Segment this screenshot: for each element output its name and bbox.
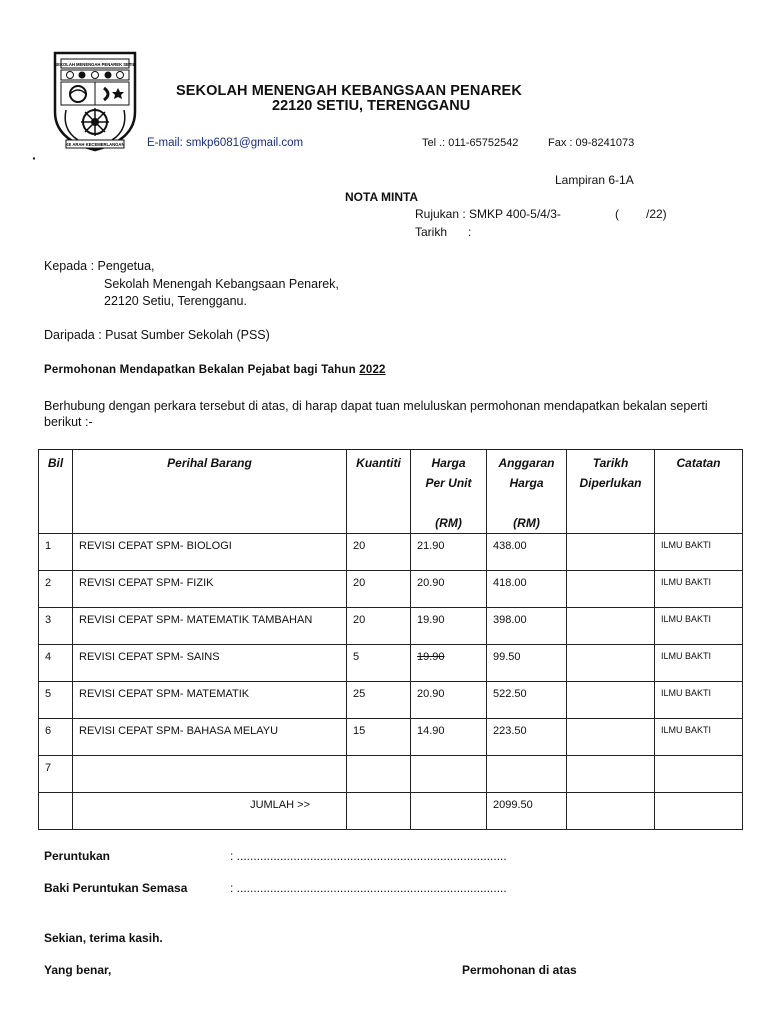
cell-blank (39, 793, 73, 830)
cell-tarikh (567, 571, 655, 608)
cell-perihal: REVISI CEPAT SPM- BAHASA MELAYU (73, 719, 347, 756)
memo-title: NOTA MINTA (345, 190, 419, 204)
school-crest-logo (52, 50, 138, 152)
subject-year: 2022 (359, 364, 386, 376)
cell-anggaran: 223.50 (487, 719, 567, 756)
cell-harga: 14.90 (411, 719, 487, 756)
header-anggaran: Anggaran Harga (RM) (487, 450, 567, 534)
daripada-line: Daripada : Pusat Sumber Sekolah (PSS) (44, 328, 270, 342)
table-row (39, 571, 743, 608)
cell-blank (411, 793, 487, 830)
table-total-row (39, 793, 743, 830)
peruntukan-dots: : ................................................................................. (230, 849, 507, 863)
cell-perihal: REVISI CEPAT SPM- SAINS (73, 645, 347, 682)
cell-bil: 7 (39, 756, 73, 793)
kepada-line-3: 22120 Setiu, Terengganu. (104, 294, 247, 308)
jumlah-label: JUMLAH >> (73, 793, 347, 830)
cell-harga (411, 645, 487, 682)
cell-perihal: REVISI CEPAT SPM- MATEMATIK TAMBAHAN (73, 608, 347, 645)
cell-perihal: REVISI CEPAT SPM- MATEMATIK (73, 682, 347, 719)
closing-line: Sekian, terima kasih. (44, 931, 163, 945)
header-kuantiti: Kuantiti (347, 450, 411, 534)
cell-harga-struck: 19.90 (417, 651, 445, 663)
rujukan-line: Rujukan : SMKP 400-5/4/3- (415, 207, 561, 221)
table-row (39, 756, 743, 793)
subject-line (44, 364, 386, 376)
cell-anggaran: 398.00 (487, 608, 567, 645)
cell-perihal: REVISI CEPAT SPM- FIZIK (73, 571, 347, 608)
cell-tarikh (567, 534, 655, 571)
cell-perihal (73, 756, 347, 793)
cell-harga: 20.90 (411, 571, 487, 608)
cell-harga (411, 756, 487, 793)
header-bil: Bil (39, 450, 73, 534)
cell-bil: 5 (39, 682, 73, 719)
kepada-line-2: Sekolah Menengah Kebangsaan Penarek, (104, 277, 339, 291)
cell-anggaran: 99.50 (487, 645, 567, 682)
cell-kuantiti: 25 (347, 682, 411, 719)
rujukan-paren-close: /22) (646, 207, 667, 221)
cell-bil: 2 (39, 571, 73, 608)
cell-harga: 21.90 (411, 534, 487, 571)
table-row (39, 645, 743, 682)
cell-blank (655, 793, 743, 830)
school-tel: Tel .: 011-65752542 (422, 137, 519, 149)
cell-catatan: ILMU BAKTI (655, 682, 743, 719)
cell-bil: 3 (39, 608, 73, 645)
cell-catatan: ILMU BAKTI (655, 534, 743, 571)
cell-catatan: ILMU BAKTI (655, 571, 743, 608)
subject-text: Permohonan Mendapatkan Bekalan Pejabat bagi Tahun (44, 364, 360, 376)
kepada-line-1: Kepada : Pengetua, (44, 259, 155, 273)
table-row (39, 719, 743, 756)
cell-catatan (655, 756, 743, 793)
cell-perihal: REVISI CEPAT SPM- BIOLOGI (73, 534, 347, 571)
cell-kuantiti: 20 (347, 571, 411, 608)
header-tarikh: Tarikh Diperlukan (567, 450, 655, 534)
cell-harga: 19.90 (411, 608, 487, 645)
cell-blank (567, 793, 655, 830)
cell-anggaran: 522.50 (487, 682, 567, 719)
cell-harga: 20.90 (411, 682, 487, 719)
school-name: SEKOLAH MENENGAH KEBANGSAAN PENAREK (176, 83, 522, 99)
peruntukan-label: Peruntukan (44, 849, 111, 863)
table-row (39, 608, 743, 645)
school-email: E-mail: smkp6081@gmail.com (147, 137, 304, 149)
cell-blank (347, 793, 411, 830)
rujukan-paren-open: ( (615, 207, 619, 221)
intro-paragraph: Berhubung dengan perkara tersebut di atas, di harap dapat tuan meluluskan permohonan mendapatkan bekalan seperti berikut :- (44, 399, 708, 429)
cell-kuantiti: 15 (347, 719, 411, 756)
table-row (39, 534, 743, 571)
cell-tarikh (567, 756, 655, 793)
cell-tarikh (567, 608, 655, 645)
header-catatan: Catatan (655, 450, 743, 534)
baki-label: Baki Peruntukan Semasa (44, 881, 188, 895)
cell-kuantiti: 20 (347, 608, 411, 645)
cell-catatan: ILMU BAKTI (655, 645, 743, 682)
cell-anggaran (487, 756, 567, 793)
lampiran-label: Lampiran 6-1A (555, 173, 634, 187)
table-header-row (39, 450, 743, 534)
table-row (39, 682, 743, 719)
cell-anggaran: 438.00 (487, 534, 567, 571)
header-harga: Harga Per Unit (RM) (411, 450, 487, 534)
cell-bil: 4 (39, 645, 73, 682)
signoff-line: Yang benar, (44, 963, 112, 977)
cell-tarikh (567, 682, 655, 719)
cell-tarikh (567, 645, 655, 682)
crest-top-text: SEKOLAH MENENGAH PENAREK SETIU (54, 62, 136, 67)
school-address: 22120 SETIU, TERENGGANU (272, 98, 471, 114)
cell-kuantiti (347, 756, 411, 793)
cell-kuantiti: 20 (347, 534, 411, 571)
header-perihal: Perihal Barang (73, 450, 347, 534)
cell-bil: 6 (39, 719, 73, 756)
cell-catatan: ILMU BAKTI (655, 608, 743, 645)
cell-tarikh (567, 719, 655, 756)
cell-bil: 1 (39, 534, 73, 571)
cell-anggaran: 418.00 (487, 571, 567, 608)
cell-catatan: ILMU BAKTI (655, 719, 743, 756)
tarikh-label: Tarikh (415, 225, 448, 239)
baki-dots: : ................................................................................. (230, 881, 507, 895)
cell-kuantiti: 5 (347, 645, 411, 682)
tarikh-colon: : (468, 225, 472, 239)
jumlah-value: 2099.50 (487, 793, 567, 830)
crest-motto: KE ARAH KECEMERLANGAN (65, 142, 125, 147)
approval-label: Permohonan di atas (462, 963, 577, 977)
stray-dot: · (32, 150, 37, 166)
items-table (38, 449, 743, 830)
school-fax: Fax : 09-8241073 (548, 137, 635, 149)
